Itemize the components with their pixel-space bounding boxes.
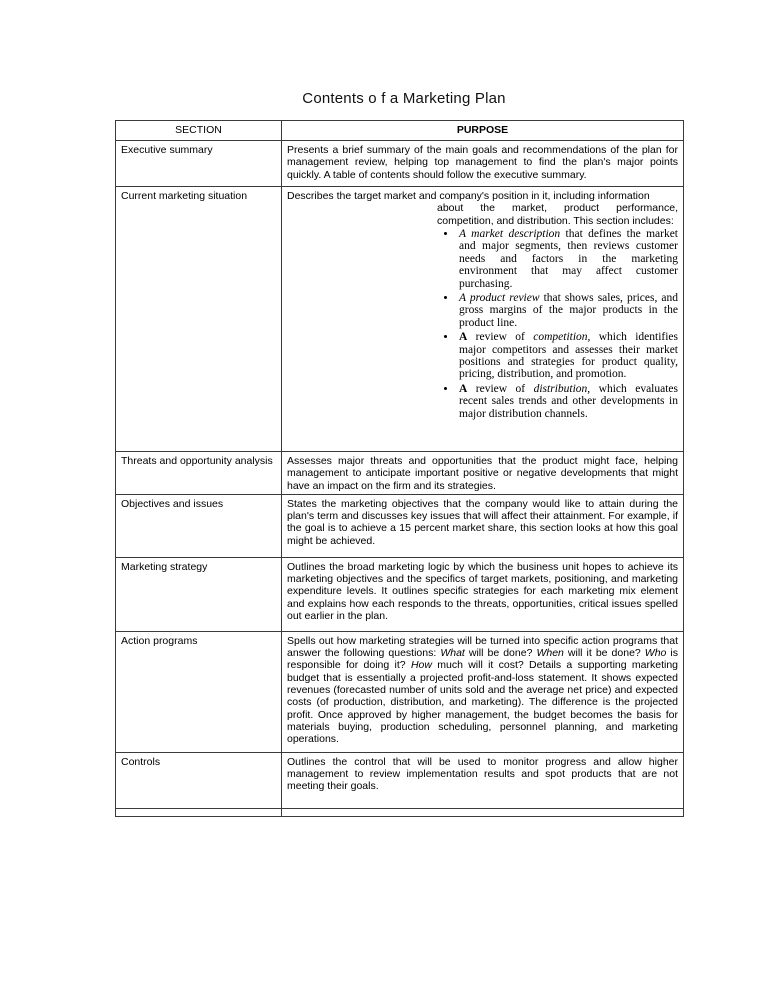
- purpose-text: Outlines the broad marketing logic by which the business unit hopes to achieve its marketing objectives and the specifics of target markets, positioning, and marketing expenditure levels. It outlines specific strategies for each marketing mix element and explains how each responds to the threats, opportunities, critical issues spelled out earlier in the plan.: [282, 557, 684, 631]
- page-title: Contents o f a Marketing Plan: [302, 90, 506, 107]
- section-label: Current marketing situation: [116, 187, 282, 452]
- purpose-column-header: PURPOSE: [282, 121, 684, 141]
- table-header-row: [116, 121, 684, 141]
- purpose-text: Presents a brief summary of the main goals and recommendations of the plan for management review, helping top management to find the plan's major points quickly. A table of contents should follow the executive summary.: [282, 141, 684, 187]
- row-objectives-and-issues: [116, 494, 684, 557]
- row-executive-summary: [116, 141, 684, 187]
- empty-purpose-cell: [282, 808, 684, 816]
- purpose-text: Spells out how marketing strategies will be turned into specific action programs that answer the following questions: What will be done? When will it be done? Who is responsible for doing it? How much will it cost? Details a supporting marketing budget that is essentially a projected profit-and-loss statement. It shows expected revenues (forecasted number of units sold and the average net price) and expected costs (of production, distribution, and marketing). The difference is the projected profit. Once approved by higher management, the budget becomes the basis for materials buying, production scheduling, personnel planning, and marketing operations.: [282, 631, 684, 752]
- bullet-market-description: • A market description that defines the market and major segments, then reviews customer needs and factors in the marketing environment that may affect customer purchasing.: [457, 228, 678, 290]
- bullet-review-of-competition: • A review of competition, which identifies major competitors and assesses their market positions and strategies for product quality, pricing, distribution, and promotion.: [457, 331, 678, 381]
- section-label: Threats and opportunity analysis: [116, 452, 282, 495]
- purpose-text: [282, 187, 684, 452]
- row-marketing-strategy: [116, 557, 684, 631]
- cms-intro-continuation: about the market, product performance, competition, and distribution. This section includes:: [437, 202, 678, 227]
- bullet-product-review: • A product review that shows sales, prices, and gross margins of the major products in the product line.: [457, 292, 678, 329]
- section-label: Executive summary: [116, 141, 282, 187]
- purpose-text: Outlines the control that will be used to monitor progress and allow higher management to review implementation results and spot products that are not meeting their goals.: [282, 752, 684, 808]
- row-empty: [116, 808, 684, 816]
- section-label: Marketing strategy: [116, 557, 282, 631]
- section-label: Action programs: [116, 631, 282, 752]
- cms-bullet-list: [437, 228, 678, 420]
- bullet-review-of-distribution: • A review of distribution, which evaluates recent sales trends and other developments in major distribution channels.: [457, 383, 678, 420]
- row-controls: [116, 752, 684, 808]
- row-threats-opportunity-analysis: [116, 452, 684, 495]
- section-label: Controls: [116, 752, 282, 808]
- row-current-marketing-situation: [116, 187, 684, 452]
- empty-section-cell: [116, 808, 282, 816]
- section-label: Objectives and issues: [116, 494, 282, 557]
- cms-indented-block: [437, 202, 678, 420]
- cms-intro-line: Describes the target market and company's position in it, including information: [287, 190, 650, 202]
- marketing-plan-table: [115, 120, 684, 817]
- row-action-programs: [116, 631, 684, 752]
- purpose-text: States the marketing objectives that the company would like to attain during the plan's term and discusses key issues that will affect their attainment. For example, if the goal is to achieve a 15 percent market share, this section looks at how this goal might be achieved.: [282, 494, 684, 557]
- purpose-text: Assesses major threats and opportunities that the product might face, helping management to anticipate important positive or negative developments that might have an impact on the firm and its strategies.: [282, 452, 684, 495]
- section-column-header: SECTION: [116, 121, 282, 141]
